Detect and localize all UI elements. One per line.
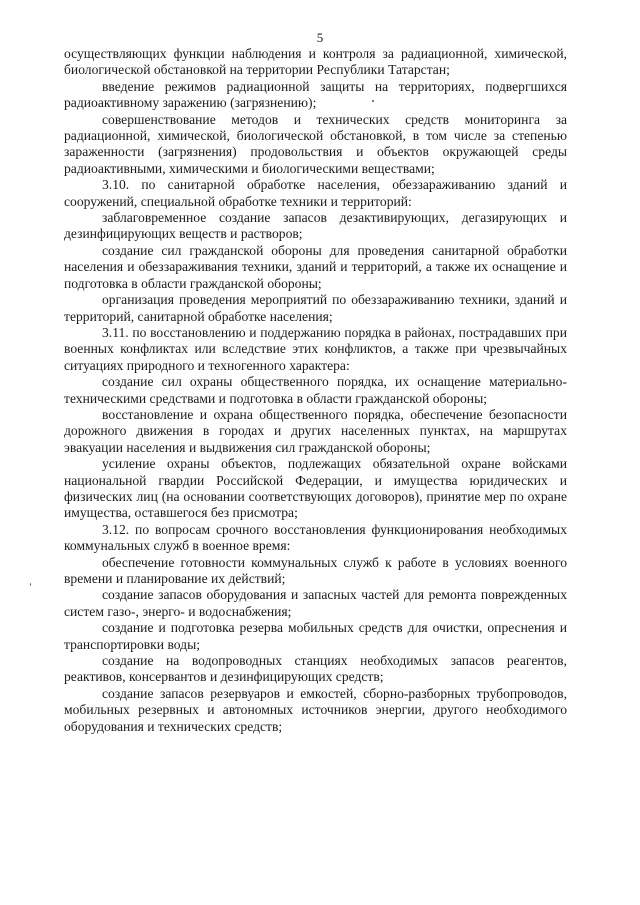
- paragraph: заблаговременное создание запасов дезактивирующих, дегазирующих и дезинфицирующих веществ и растворов;: [64, 210, 567, 242]
- scan-speck: [372, 100, 374, 102]
- paragraph: совершенствование методов и технических средств мониторинга за радиационной, химической, биологической обстановкой, в том числе за степенью зараженности (загрязнения) продовольствия и объектов окружающей среды радиоактивными, химическими и биологическими веществами;: [64, 111, 567, 176]
- paragraph: восстановление и охрана общественного порядка, обеспечение безопасности дорожного движения в городах и других населенных пунктах, на маршрутах эвакуации населения и выдвижения сил гражданской обороны;: [64, 406, 567, 455]
- document-body: [64, 46, 567, 735]
- paragraph: организация проведения мероприятий по обеззараживанию техники, зданий и территорий, санитарной обработке населения;: [64, 292, 567, 324]
- section-heading-3-12: 3.12. по вопросам срочного восстановления функционирования необходимых коммунальных служб в военное время:: [64, 521, 567, 554]
- section-heading-3-11: 3.11. по восстановлению и поддержанию порядка в районах, пострадавших при военных конфликтах или вследствие этих конфликтов, а также при чрезвычайных ситуациях природного и техногенного характера:: [64, 324, 567, 373]
- scan-speck: [30, 583, 31, 586]
- paragraph: создание запасов оборудования и запасных частей для ремонта поврежденных систем газо-, энерго- и водоснабжения;: [64, 587, 567, 619]
- paragraph: создание запасов резервуаров и емкостей, сборно-разборных трубопроводов, мобильных резервных и автономных источников энергии, другого необходимого оборудования и технических средств;: [64, 685, 567, 734]
- paragraph: осуществляющих функции наблюдения и контроля за радиационной, химической, биологической обстановкой на территории Республики Татарстан;: [64, 46, 567, 78]
- paragraph: создание сил гражданской обороны для проведения санитарной обработки населения и обеззараживания техники, зданий и территорий, а также их оснащение и подготовка в области гражданской обороны;: [64, 242, 567, 291]
- page-number: 5: [316, 30, 324, 45]
- paragraph: усиление охраны объектов, подлежащих обязательной охране войсками национальной гвардии Российской Федерации, и имущества юридических и физических лиц (на основании соответствующих договоров), принятие мер по охране имущества, оставшегося без присмотра;: [64, 456, 567, 521]
- paragraph: создание сил охраны общественного порядка, их оснащение материально-техническими средствами и подготовка в области гражданской обороны;: [64, 374, 567, 406]
- section-heading-3-10: 3.10. по санитарной обработке населения, обеззараживанию зданий и сооружений, специальной обработке техники и территорий:: [64, 177, 567, 209]
- paragraph: введение режимов радиационной защиты на территориях, подвергшихся радиоактивному заражению (загрязнению);: [64, 78, 567, 111]
- paragraph: создание и подготовка резерва мобильных средств для очистки, опреснения и транспортировки воды;: [64, 620, 567, 652]
- paragraph: создание на водопроводных станциях необходимых запасов реагентов, реактивов, консервантов и дезинфицирующих средств;: [64, 653, 567, 685]
- paragraph: обеспечение готовности коммунальных служб к работе в условиях военного времени и планирование их действий;: [64, 554, 567, 586]
